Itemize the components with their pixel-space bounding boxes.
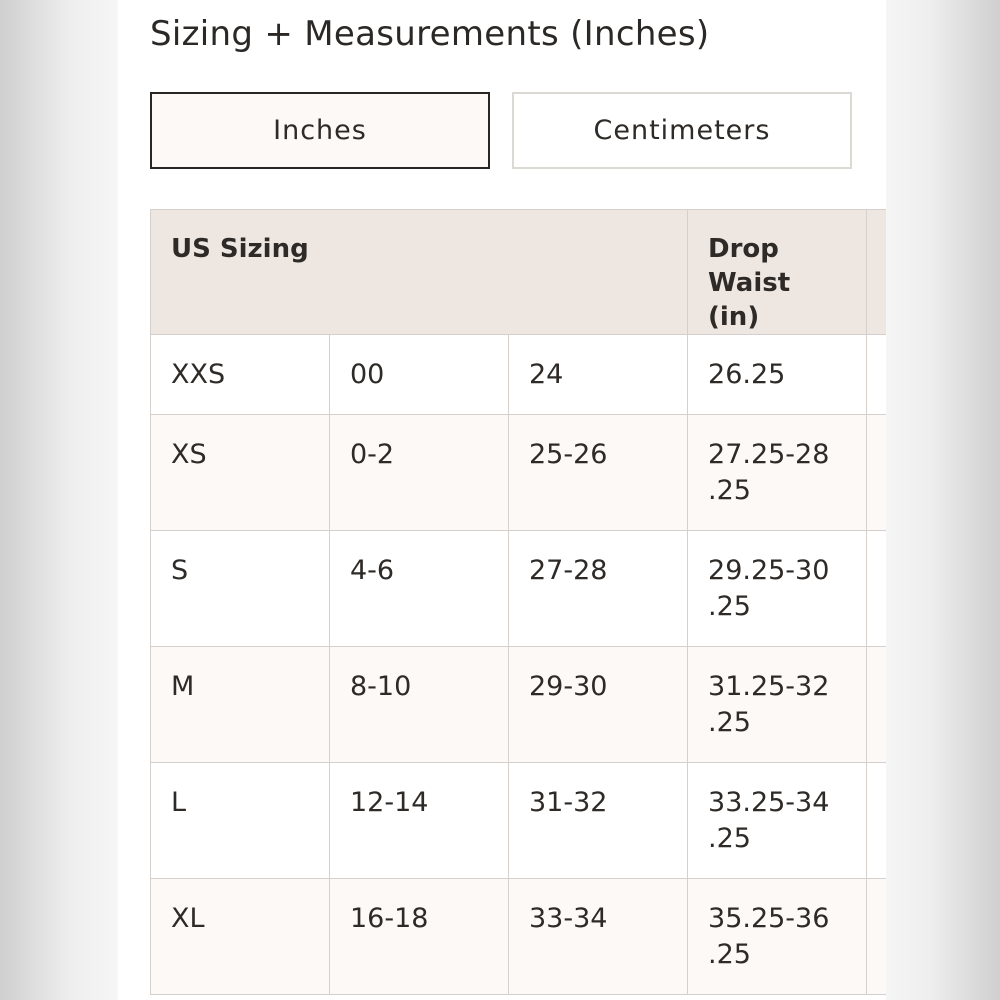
cell-drop-waist-line2: .25 — [708, 591, 751, 622]
cell-drop-waist-line1: 31.25-32 — [708, 671, 830, 702]
cell-drop-waist — [688, 335, 867, 415]
cell-size: L — [151, 763, 330, 879]
size-chart-table-wrapper — [150, 209, 886, 995]
page-title: Sizing + Measurements (Inches) — [150, 14, 710, 54]
table-header-row — [151, 210, 887, 335]
cell-drop-waist-line1: 29.25-30 — [708, 555, 830, 586]
cell-waist: 29-30 — [509, 647, 688, 763]
cell-drop-waist-line2: .25 — [708, 823, 751, 854]
cell-overflow — [867, 531, 886, 647]
table-row — [151, 335, 887, 415]
cell-numeric-size: 12-14 — [330, 763, 509, 879]
cell-drop-waist-line2: .25 — [708, 939, 751, 970]
cell-drop-waist — [688, 763, 867, 879]
cell-waist: 31-32 — [509, 763, 688, 879]
header-drop-waist-line2: Waist (in) — [708, 268, 791, 332]
cell-waist: 33-34 — [509, 879, 688, 995]
cell-waist: 24 — [509, 335, 688, 415]
cell-overflow — [867, 647, 886, 763]
table-row — [151, 415, 887, 531]
cell-drop-waist — [688, 531, 867, 647]
header-overflow-cell — [867, 210, 886, 335]
cell-waist: 25-26 — [509, 415, 688, 531]
table-row — [151, 879, 887, 995]
cell-drop-waist-line2: .25 — [708, 475, 751, 506]
cell-numeric-size: 00 — [330, 335, 509, 415]
cell-overflow — [867, 335, 886, 415]
header-drop-waist — [688, 210, 867, 335]
cell-numeric-size: 16-18 — [330, 879, 509, 995]
cell-overflow — [867, 879, 886, 995]
cell-waist: 27-28 — [509, 531, 688, 647]
sizing-panel — [118, 0, 886, 1000]
size-chart-table — [150, 209, 886, 995]
cell-size: XL — [151, 879, 330, 995]
table-row — [151, 763, 887, 879]
cell-size: XS — [151, 415, 330, 531]
centimeters-toggle-button[interactable]: Centimeters — [512, 92, 852, 169]
inches-toggle-button[interactable]: Inches — [150, 92, 490, 169]
cell-drop-waist-line2: .25 — [708, 707, 751, 738]
cell-size: S — [151, 531, 330, 647]
cell-overflow — [867, 763, 886, 879]
cell-drop-waist — [688, 647, 867, 763]
cell-drop-waist — [688, 415, 867, 531]
table-row — [151, 531, 887, 647]
cell-numeric-size: 8-10 — [330, 647, 509, 763]
cell-drop-waist-line1: 26.25 — [708, 359, 786, 390]
cell-overflow — [867, 415, 886, 531]
cell-drop-waist-line1: 33.25-34 — [708, 787, 830, 818]
header-us-sizing: US Sizing — [151, 210, 688, 335]
cell-size: M — [151, 647, 330, 763]
cell-size: XXS — [151, 335, 330, 415]
table-row — [151, 647, 887, 763]
header-drop-waist-line1: Drop — [708, 234, 779, 264]
cell-drop-waist — [688, 879, 867, 995]
cell-drop-waist-line1: 27.25-28 — [708, 439, 830, 470]
cell-numeric-size: 0-2 — [330, 415, 509, 531]
cell-numeric-size: 4-6 — [330, 531, 509, 647]
cell-drop-waist-line1: 35.25-36 — [708, 903, 830, 934]
